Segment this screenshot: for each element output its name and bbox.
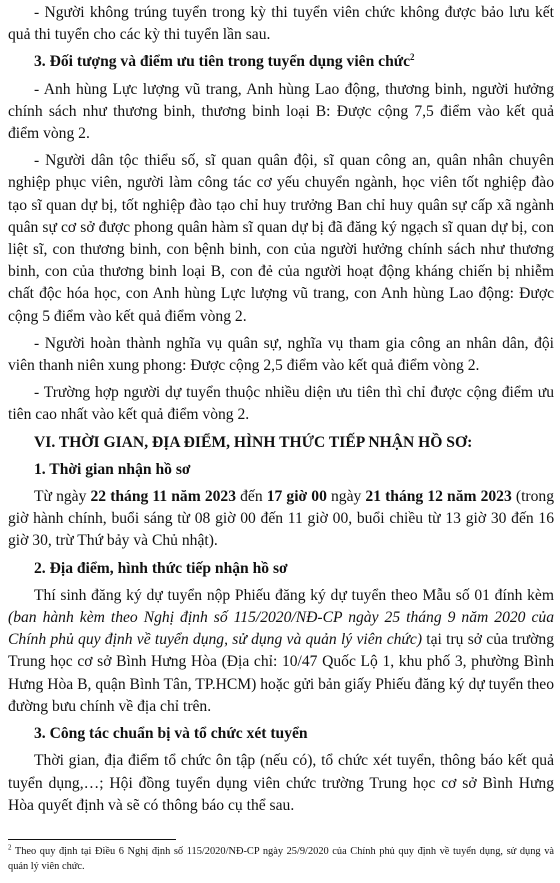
submission-location-paragraph (8, 585, 554, 718)
receiving-time-paragraph (8, 486, 554, 553)
priority-multiple: - Trường hợp người dự tuyển thuộc nhiều diện ưu tiên thì chỉ được cộng điểm ưu tiên cao nhất vào kết quả điểm vòng 2. (8, 384, 554, 424)
text-run: ngày (326, 488, 366, 506)
subsection-3-heading: 3. Công tác chuẩn bị và tổ chức xét tuyển (34, 725, 308, 743)
decree-reference: (ban hành kèm theo Nghị định số 115/2020/NĐ-CP ngày 25 tháng 9 năm 2020 của Chính phủ quy định về tuyển dụng, sử dụng và quản lý viên chức) (8, 609, 554, 649)
section-3-heading-text: 3. Đối tượng và điểm ưu tiên trong tuyển dụng viên chức (34, 53, 411, 71)
subsection-2-heading: 2. Địa điểm, hình thức tiếp nhận hồ sơ (34, 559, 288, 577)
priority-7-5-points: - Anh hùng Lực lượng vũ trang, Anh hùng Lao động, thương binh, người hưởng chính sách như thương binh, thương binh loại B: Được cộng 7,5 điểm vào kết quả điểm vòng 2. (8, 80, 554, 143)
footnote-text: Theo quy định tại Điều 6 Nghị định số 115/2020/NĐ-CP ngày 25/9/2020 của Chính phủ quy định về tuyển dụng, sử dụng và quản lý viên chức. (8, 846, 554, 872)
footnote-divider (8, 839, 176, 840)
start-date: 22 tháng 11 năm 2023 (90, 488, 237, 506)
text-run: tại trụ sở của trường Trung học cơ sở Bình Hưng Hòa (Địa chỉ: 10/47 Quốc Lộ 1, khu phố 3, phường Bình Hưng Hòa B, quận Bình Tân, TP.HCM) hoặc gửi bản giấy Phiếu đăng ký dự tuyển theo đường bưu chính về địa chỉ trên. (8, 631, 554, 715)
text-run: Từ ngày (34, 488, 91, 506)
section-3-heading (8, 51, 554, 73)
footnote-ref-2[interactable]: 2 (410, 52, 415, 63)
preparation-paragraph: Thời gian, địa điểm tổ chức ôn tập (nếu có), tổ chức xét tuyển, thông báo kết quả tuyển dụng,…; Hội đồng tuyển dụng viên chức trường Trung học cơ sở Bình Hưng Hòa quyết định và sẽ có thông báo cụ thể sau. (8, 752, 554, 814)
priority-5-points: - Người dân tộc thiểu số, sĩ quan quân đội, sĩ quan công an, quân nhân chuyên nghiệp phục viên, người làm công tác cơ yếu chuyển ngành, học viên tốt nghiệp đào tạo sĩ quan dự bị, tốt nghiệp đào tạo chỉ huy trưởng Ban chỉ huy quân sự cấp xã ngành quân sự cơ sở được phong quân hàm sĩ quan dự bị đã đăng ký ngạch sĩ quan dự bị, con liệt sĩ, con thương binh, con bệnh binh, con của người hưởng chính sách như thương binh, con của thương binh loại B, con đẻ của người hoạt động kháng chiến bị nhiễm chất độc hóa học, con Anh hùng Lực lượng vũ trang, con Anh hùng Lao động: Được cộng 5 điểm vào kết quả điểm vòng 2. (8, 152, 554, 325)
end-date: 21 tháng 12 năm 2023 (365, 488, 512, 506)
section-vi-heading: VI. THỜI GIAN, ĐỊA ĐIỂM, HÌNH THỨC TIẾP NHẬN HỒ SƠ: (34, 433, 473, 451)
text-run: đến (236, 488, 267, 506)
footnote (8, 845, 554, 874)
priority-2-5-points: - Người hoàn thành nghĩa vụ quân sự, nghĩa vụ tham gia công an nhân dân, đội viên thanh niên xung phong: Được cộng 2,5 điểm vào kết quả điểm vòng 2. (8, 334, 554, 375)
text-run: Thí sinh đăng ký dự tuyển nộp Phiếu đăng ký dự tuyển theo Mẫu số 01 đính kèm (34, 586, 554, 604)
text-run: (trong giờ hành chính, buổi sáng từ 08 giờ 00 đến 11 giờ 00, buổi chiều từ 13 giờ 30 đến 16 giờ 30, trừ Thứ bảy và Chủ nhật). (8, 488, 554, 550)
footnote-number: 2 (8, 843, 12, 852)
deadline-time: 17 giờ 00 (266, 488, 327, 506)
subsection-1-heading: 1. Thời gian nhận hồ sơ (34, 460, 191, 478)
paragraph-no-reservation: - Người không trúng tuyển trong kỳ thi tuyển viên chức không được bảo lưu kết quả thi tuyển cho các kỳ thi tuyển lần sau. (8, 4, 554, 44)
